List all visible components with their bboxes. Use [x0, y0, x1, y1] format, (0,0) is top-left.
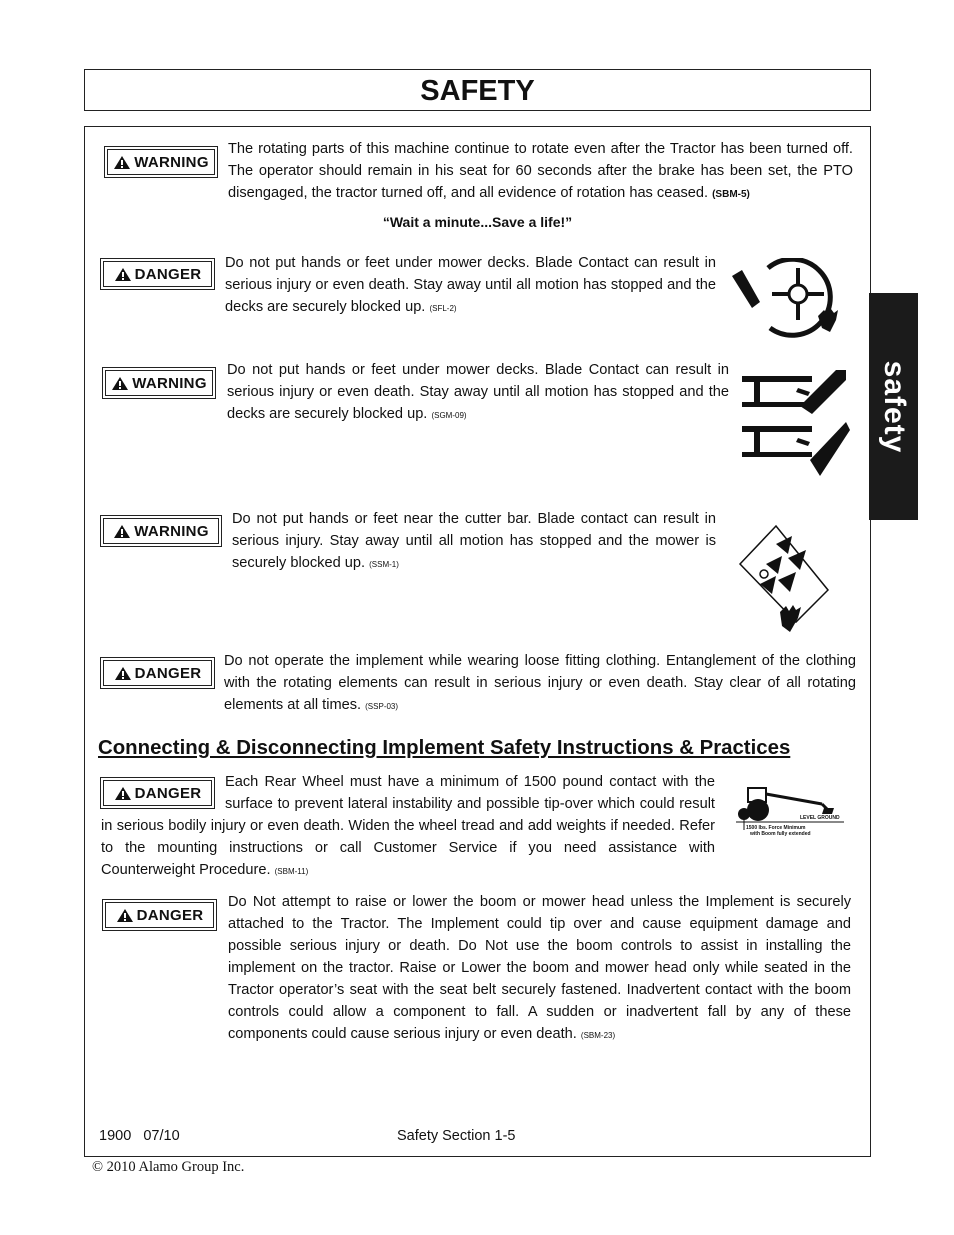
force-label-2: with Boom fully extended [750, 831, 811, 837]
warning-badge [100, 515, 222, 547]
cutter-bar-illustration [736, 524, 836, 632]
warning-badge [102, 367, 216, 399]
danger-badge [100, 258, 215, 290]
copyright: © 2010 Alamo Group Inc. [92, 1159, 245, 1175]
alert-triangle-icon [114, 666, 132, 681]
badge-label: DANGER [134, 265, 202, 283]
text-wrap-spacer [101, 771, 225, 815]
alert-triangle-icon [113, 524, 131, 539]
notice-code: (SBM-5) [712, 189, 750, 200]
footer-model-date: 1900 07/10 [99, 1128, 180, 1144]
notice-body: Do not put hands or feet under mower decks. Blade Contact can result in serious injury or even death. Stay away until all motion has stopped and the decks are securely blocked up. [225, 255, 716, 315]
notice-code: (SBM-11) [274, 867, 309, 876]
section-title: Connecting & Disconnecting Implement Safety Instructions & Practices [98, 737, 791, 759]
notice-body: Do not operate the implement while wearing loose fitting clothing. Entanglement of the clothing with the rotating elements can result in serious injury or even death. Stay clear of all rotating elements at all times. [224, 653, 856, 713]
side-tab-label: safety [877, 360, 911, 453]
danger-badge [100, 657, 215, 689]
mower-deck-illustration [740, 366, 852, 482]
notice-code: (SSM-1) [369, 560, 399, 569]
notice-body: Do not put hands or feet near the cutter bar. Blade contact can result in serious injury. Stay away until all motion has stopped and the mower is securely blocked up. [232, 511, 716, 571]
alert-triangle-icon [111, 376, 129, 391]
force-label-1: 1500 lbs. Force Minimum [746, 825, 806, 831]
badge-label: WARNING [132, 374, 207, 392]
warning-badge [104, 146, 218, 178]
alert-triangle-icon [116, 908, 134, 923]
badge-label: WARNING [134, 522, 209, 540]
notice-body: Do not put hands or feet under mower decks. Blade Contact can result in serious injury or even death. Stay away until all motion has stopped and the decks are securely blocked up. [227, 362, 729, 422]
notice-code: (SFL-2) [429, 304, 457, 313]
badge-label: WARNING [134, 153, 209, 171]
notice-code: (SSP-03) [365, 702, 399, 711]
page-title: SAFETY [420, 75, 535, 107]
notice-text [228, 891, 851, 1047]
footer-section: Safety Section 1-5 [397, 1128, 516, 1144]
notice-code: (SBM-23) [580, 1031, 616, 1040]
page-header [84, 69, 871, 111]
danger-badge [102, 899, 217, 931]
notice-text [232, 508, 716, 576]
notice-text [224, 650, 856, 718]
badge-label: DANGER [136, 906, 204, 924]
notice-text [227, 359, 729, 427]
ground-label: LEVEL GROUND [800, 815, 840, 821]
notice-body: Do Not attempt to raise or lower the boom or mower head unless the Implement is securely attached to the Tractor. The Implement could tip over and cause equipment damage and possible serious injury or death. Do Not use the boom controls to assist in installing the implement on the tractor. Raise or Lower the boom and mower head only while seated in the Tractor operator’s seat with the seat belt securely fastened. Inadvertent contact with the boom controls could allow a component to fall. A sudden or inadvertent fall by any of these components could cause serious injury or even death. [228, 894, 851, 1042]
side-tab [869, 293, 918, 520]
tractor-ground-diagram [736, 782, 844, 842]
notice-text [101, 771, 715, 883]
notice-body: The rotating parts of this machine continue to rotate even after the Tractor has been turned off. The operator should remain in his seat for 60 seconds after the brake has been set, the PTO disengaged, the tractor turned off, and all evidence of rotation has ceased. [228, 141, 853, 201]
badge-label: DANGER [134, 664, 202, 682]
alert-triangle-icon [114, 267, 132, 282]
notice-code: (SGM-09) [431, 411, 467, 420]
safety-quote: “Wait a minute...Save a life!” [382, 214, 573, 230]
badge-label: DANGER [134, 784, 202, 802]
notice-text [228, 138, 853, 206]
alert-triangle-icon [113, 155, 131, 170]
blade-hand-illustration [730, 258, 842, 342]
notice-body: Each Rear Wheel must have a minimum of 1500 pound contact with the surface to prevent lateral instability and possible tip-over which could result in serious bodily injury or even death. Widen the wheel tread and add weights if needed. Refer to the mounting instructions or call Customer Service if you need assistance with Counterweight Procedure. [101, 774, 715, 878]
notice-text [225, 252, 716, 320]
